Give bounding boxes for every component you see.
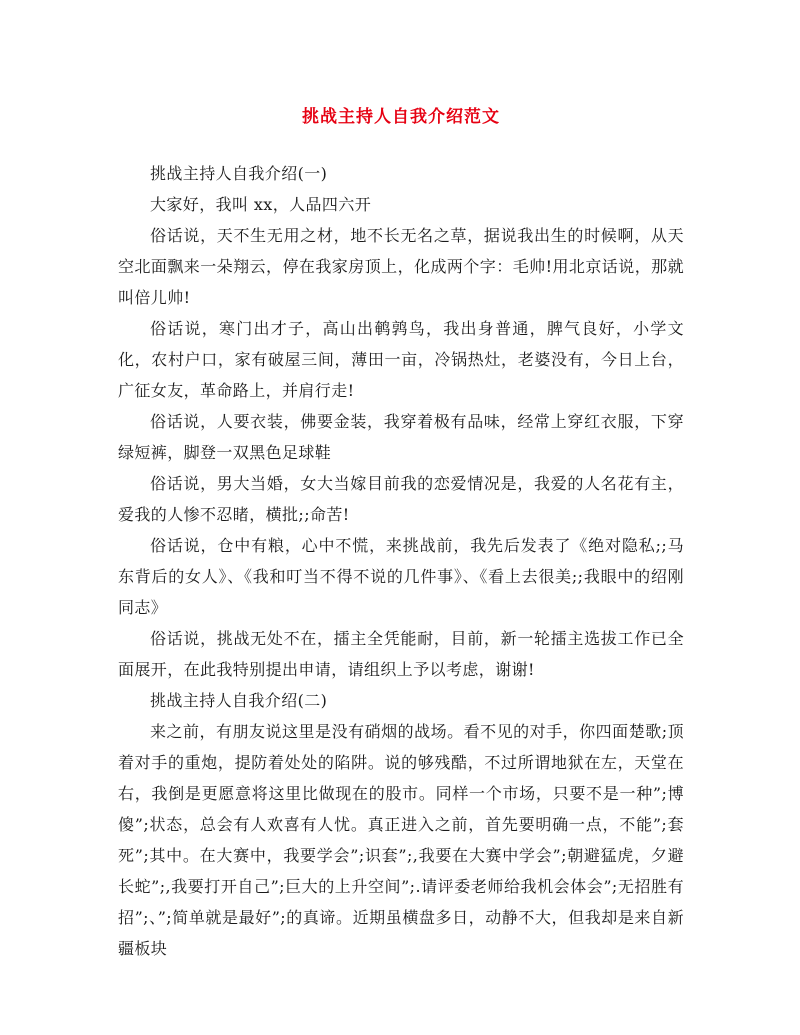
section-heading-1: 挑战主持人自我介绍(一) (150, 164, 328, 183)
paragraph: 俗话说，男大当婚，女大当嫁目前我的恋爱情况是，我爱的人名花有主，爱我的人惨不忍睹，横批;;命苦! (118, 474, 684, 524)
paragraph: 俗话说，寒门出才子，高山出鹌鹑鸟，我出身普通，脾气良好，小学文化，农村户口，家有破屋三间，薄田一亩，冷锅热灶，老婆没有，今日上台，广征女友，革命路上，并肩行走! (118, 319, 684, 400)
paragraph: 俗话说，人要衣装，佛要金装，我穿着极有品味，经常上穿红衣服，下穿绿短裤，脚登一双黑色足球鞋 (118, 412, 684, 462)
paragraph: 俗话说，天不生无用之材，地不长无名之草，据说我出生的时候啊，从天空北面飘来一朵翔云，停在我家房顶上，化成两个字：毛帅!用北京话说，那就叫倍儿帅! (118, 226, 684, 307)
paragraph: 来之前，有朋友说这里是没有硝烟的战场。看不见的对手，你四面楚歌;顶着对手的重炮，提防着处处的陷阱。说的够残酷，不过所谓地狱在左，天堂在右，我倒是更愿意将这里比做现在的股市。同样一个市场，只要不是一种”;博傻”;状态，总会有人欢喜有人忧。真正进入之前，首先要明确一点，不能”;套死”;其中。在大赛中，我要学会”;识套”;,我要在大赛中学会”;朝避猛虎，夕避长蛇”;,我要打开自己”;巨大的上升空间”;.请评委老师给我机会体会”;无招胜有招”;、”;简单就是最好”;的真谛。近期虽横盘多日，动静不大，但我却是来自新疆板块 (118, 722, 684, 958)
section-heading-2: 挑战主持人自我介绍(二) (150, 691, 328, 710)
paragraph: 大家好，我叫 xx，人品四六开 (150, 195, 372, 214)
document-body (118, 158, 684, 964)
paragraph: 俗话说，挑战无处不在，擂主全凭能耐，目前，新一轮擂主选拔工作已全面展开，在此我特别提出申请，请组织上予以考虑，谢谢! (118, 629, 684, 679)
paragraph: 俗话说，仓中有粮，心中不慌，来挑战前，我先后发表了《绝对隐私;;马东背后的女人》、《我和叮当不得不说的几件事》、《看上去很美;;我眼中的绍刚同志》 (118, 536, 684, 617)
document-title: 挑战主持人自我介绍范文 (302, 107, 500, 127)
document-page (118, 0, 684, 1035)
